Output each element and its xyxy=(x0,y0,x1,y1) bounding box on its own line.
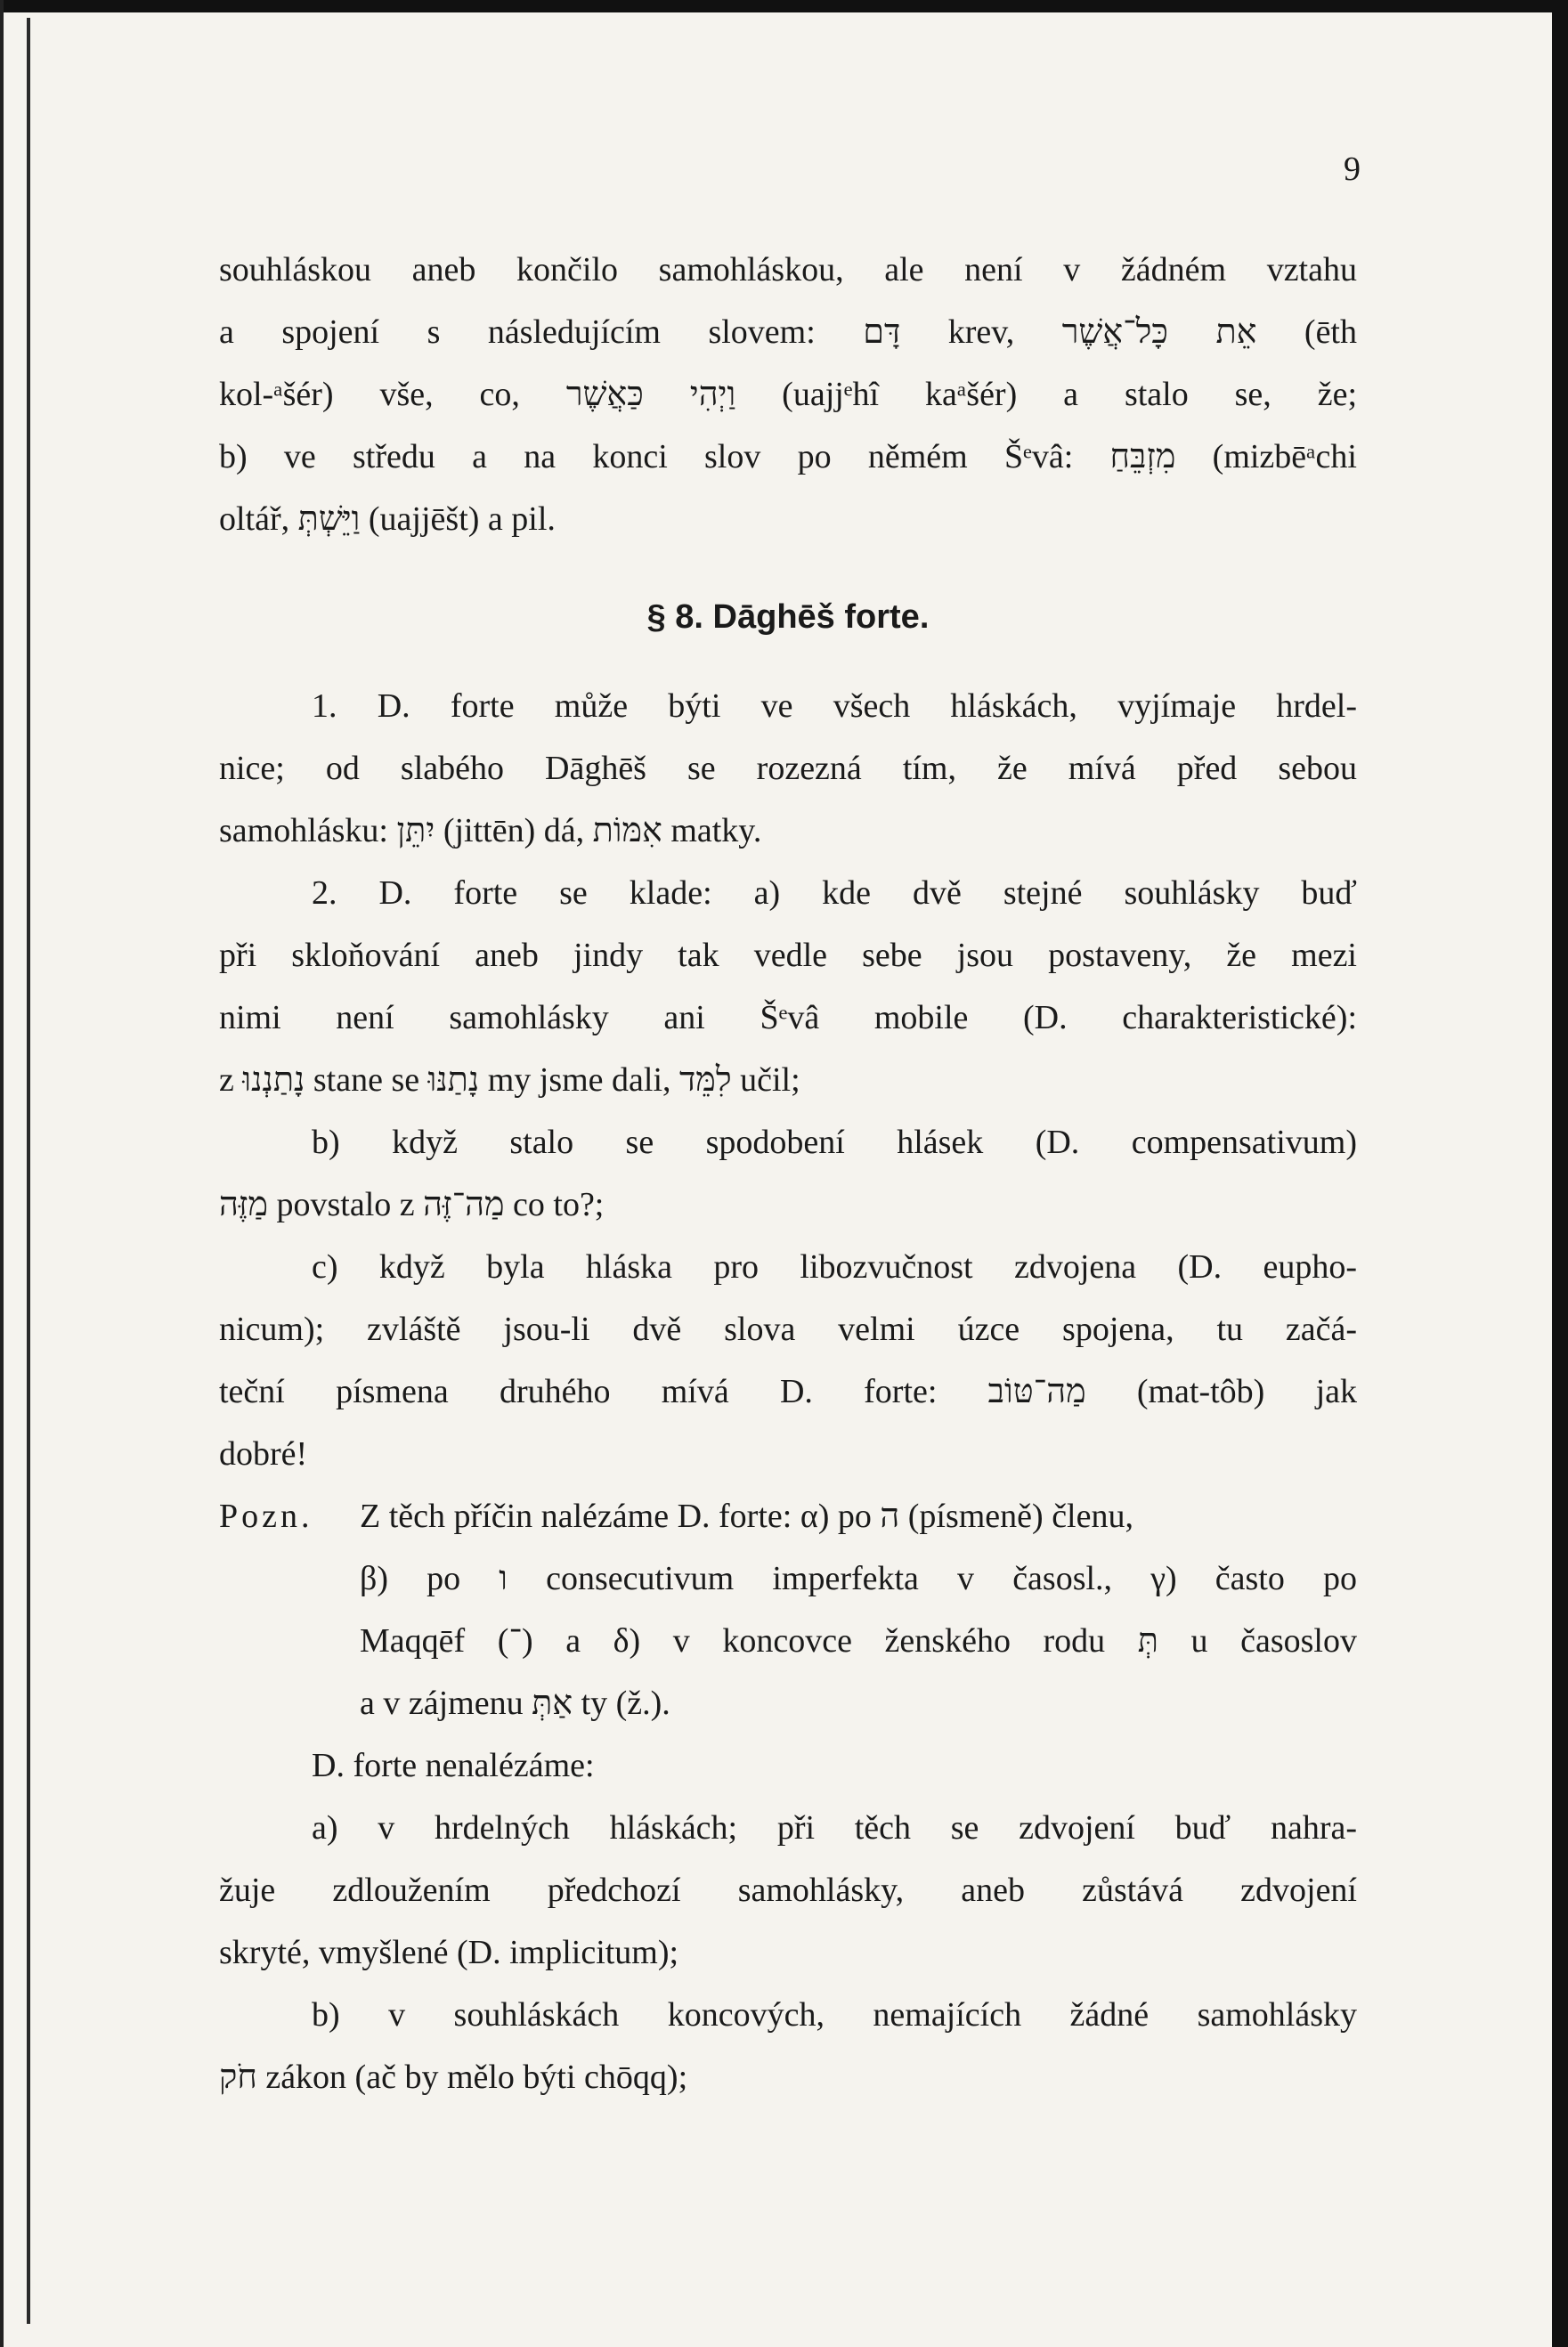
paragraph-line: b) když stalo se spodobení hlásek (D. compensativum) xyxy=(312,1124,1357,1161)
note-line xyxy=(219,1485,1357,1547)
note-line: β) po ו consecutivum imperfekta v časosl., γ) často po xyxy=(360,1560,1357,1597)
paragraph-line: nice; od slabého Dāghēš se rozezná tím, že mívá před sebou xyxy=(219,750,1357,787)
note-text: Z těch příčin nalézáme D. forte: α) po ה (písmeně) členu, xyxy=(360,1498,1133,1535)
note-line: a v zájmenu אַתְּ ty (ž.). xyxy=(360,1685,670,1722)
paragraph-line: dobré! xyxy=(219,1435,308,1473)
note-label: Pozn. xyxy=(219,1498,313,1535)
paragraph-line: nimi není samohlásky ani Šᵉvâ mobile (D. charakteristické): xyxy=(219,999,1357,1036)
scan-border-top xyxy=(0,0,1568,12)
section-heading: § 8. Dāghēš forte. xyxy=(646,598,930,636)
paragraph-line: skryté, vmyšlené (D. implicitum); xyxy=(219,1934,679,1971)
scan-border-right xyxy=(1552,0,1568,2347)
paragraph-line: a) v hrdelných hláskách; při těch se zdvojení buď nahra- xyxy=(312,1809,1357,1847)
paragraph-line: žuje zdloužením předchozí samohlásky, aneb zůstává zdvojení xyxy=(219,1872,1357,1909)
paragraph-line: c) když byla hláska pro libozvučnost zdvojena (D. eupho- xyxy=(312,1248,1357,1286)
paragraph-line: מַזֶּה povstalo z מַה־זֶּה co to?; xyxy=(219,1186,605,1223)
text-line: a spojení s následujícím slovem: דָּם krev, אֵת כָּל־אֲשֶׁר (ēth xyxy=(219,313,1357,351)
text-line: kol-ᵃšér) vše, co, וַיְהִי כַּאֲשֶׁר (uajjᵉhî kaᵃšér) a stalo se, že; xyxy=(219,376,1357,413)
paragraph-line: nicum); zvláště jsou-li dvě slova velmi úzce spojena, tu začá- xyxy=(219,1311,1357,1348)
scan-border-left xyxy=(0,0,4,2347)
paragraph-line: 2. D. forte se klade: a) kde dvě stejné souhlásky buď xyxy=(312,874,1357,912)
paragraph-line: samohlásku: יִתֵּן (jittēn) dá, אִמּוֹת matky. xyxy=(219,812,762,849)
paragraph-line: חֹק zákon (ač by mělo býti chōqq); xyxy=(219,2059,688,2096)
paragraph-line: D. forte nenalézáme: xyxy=(312,1747,595,1784)
text-line: souhláskou aneb končilo samohláskou, ale není v žádném vztahu xyxy=(219,251,1357,288)
paragraph-line: 1. D. forte může býti ve všech hláskách, vyjímaje hrdel- xyxy=(312,687,1357,725)
paragraph-line: z נָתַנְנוּ stane se נָתַנּוּ my jsme dali, לִמֵּד učil; xyxy=(219,1061,800,1099)
text-line: b) ve středu a na konci slov po němém Šᵉvâ: מִזְבֵּחַ (mizbēᵃchi xyxy=(219,438,1357,475)
binding-gutter xyxy=(27,18,30,2324)
page-number: 9 xyxy=(1344,150,1361,188)
paragraph-line: při skloňování aneb jindy tak vedle sebe jsou postaveny, že mezi xyxy=(219,937,1357,974)
text-line: oltář, וַיֵּשְׁתְּ (uajjēšt) a pil. xyxy=(219,500,556,538)
paragraph-line: teční písmena druhého mívá D. forte: מַה־טּוֹב (mat-tôb) jak xyxy=(219,1373,1357,1410)
page-body xyxy=(219,239,1357,2108)
paragraph-line: b) v souhláskách koncových, nemajících žádné samohlásky xyxy=(312,1996,1357,2034)
note-line: Maqqēf (־) a δ) v koncovce ženského rodu תְּ u časoslov xyxy=(360,1622,1357,1660)
